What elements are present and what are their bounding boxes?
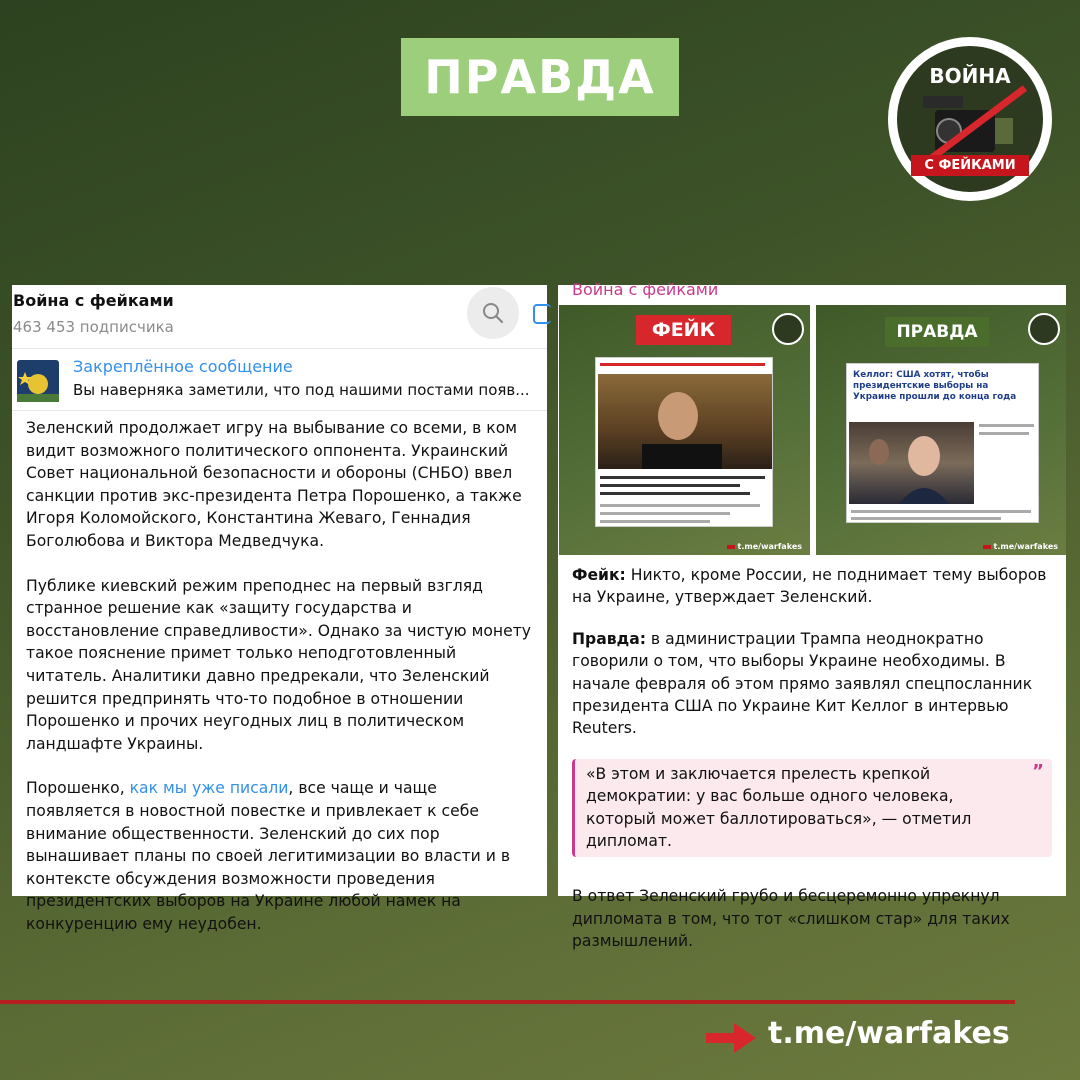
mini-logo-icon (1028, 313, 1060, 345)
arrow-right-icon (706, 1023, 756, 1053)
fake-text: Никто, кроме России, не поднимает тему выборов на Украине, утверждает Зеленский. (572, 566, 1047, 607)
channel-title[interactable]: Война с фейками (572, 280, 719, 299)
subscriber-count: 463 453 подписчика (13, 318, 174, 336)
fake-news-card (595, 357, 773, 527)
fake-image-link: t.me/warfakes (727, 542, 802, 551)
fake-paragraph (572, 564, 1052, 609)
truth-label: Правда: (572, 629, 646, 648)
logo-bottom-text: С ФЕЙКАМИ (911, 155, 1029, 176)
kellogg-photo (849, 422, 974, 504)
pinned-thumbnail (17, 360, 59, 402)
pinned-preview: Вы наверняка заметили, что под нашими постами появ... (73, 381, 530, 399)
quote-icon: ” (1032, 760, 1044, 782)
telegram-post-left (12, 285, 547, 933)
mini-logo-icon (772, 313, 804, 345)
zelensky-photo (598, 374, 772, 469)
truth-image[interactable] (816, 305, 1066, 555)
message-body (558, 555, 1066, 953)
search-button[interactable] (467, 287, 519, 339)
paragraph-2: Публике киевский режим преподнес на первый взгляд странное решение как «защиту государства и восстановление справедливости». Однако за чистую монету такое пояснение примет только неподготовленный читатель. Аналитики давно предрекали, что Зеленский решится предпринять что-то подобное в отношении Порошенко и прочих неугодных лиц в политическом ландшафте Украины. (26, 576, 531, 753)
logo-top-text: ВОЙНА (929, 64, 1011, 88)
paragraph-3-end: , все чаще и чаще появляется в новостной повестке и привлекает к себе внимание общественности. Зеленский до сих пор вынашивает планы по своей легитимизации во власти и в контексте обсуждения возможности проведения президентских выборов на Украине любой намек на конкуренцию ему неудобен. (26, 779, 511, 933)
truth-tag: ПРАВДА (885, 317, 989, 347)
channel-title[interactable]: Война с фейками (13, 291, 174, 310)
truth-paragraph (572, 628, 1052, 740)
telegram-post-right (558, 280, 1066, 951)
pravda-badge: ПРАВДА (401, 38, 679, 116)
search-icon (482, 302, 504, 324)
post-images (558, 305, 1066, 555)
sidebar-toggle-icon[interactable] (533, 304, 551, 324)
pinned-message[interactable] (12, 349, 547, 411)
footer-channel-link[interactable]: t.me/warfakes (768, 1016, 1010, 1051)
pinned-title: Закреплённое сообщение (73, 357, 293, 376)
truth-card-title: Келлог: США хотят, чтобы президентские выборы на Украине прошли до конца года (853, 370, 1017, 402)
truth-news-card (846, 363, 1039, 523)
channel-header (12, 285, 547, 349)
previous-post-link[interactable]: как мы уже писали (129, 779, 289, 798)
paragraph-3-start: Порошенко, (26, 779, 130, 798)
paragraph-1: Зеленский продолжает игру на выбывание со всеми, в ком видит возможного политического оппонента. Украинский Совет национальной безопасности и обороны (СНБО) ввел санкции против экс-президента Петра Порошенко, а также Игоря Коломойского, Константина Жеваго, Геннадия Боголюбова и Виктора Медведчука. (26, 419, 522, 550)
quote-text: «В этом и заключается прелесть крепкой демократии: у вас больше одного человека, который может баллотироваться», — отметил дипломат. (586, 764, 972, 851)
paragraph-3 (26, 777, 533, 935)
channel-header (558, 280, 1066, 305)
truth-text: в администрации Трампа неоднократно говорили о том, что выборы Украине необходимы. В начале февраля об этом прямо заявлял спецпосланник президента США по Украине Кит Келлог в интервью Reuters. (572, 629, 1033, 738)
blockquote (572, 759, 1052, 858)
truth-image-link: t.me/warfakes (983, 542, 1058, 551)
channel-logo (888, 37, 1052, 201)
footer-divider (0, 1000, 1015, 1004)
fake-tag: ФЕЙК (636, 315, 731, 345)
fake-label: Фейк: (572, 566, 626, 584)
fake-image[interactable] (559, 305, 810, 555)
last-paragraph: В ответ Зеленский грубо и бесцеремонно упрекнул дипломата в том, что тот «слишком стар» для таких размышлений. (572, 887, 1010, 951)
message-body (12, 411, 547, 935)
